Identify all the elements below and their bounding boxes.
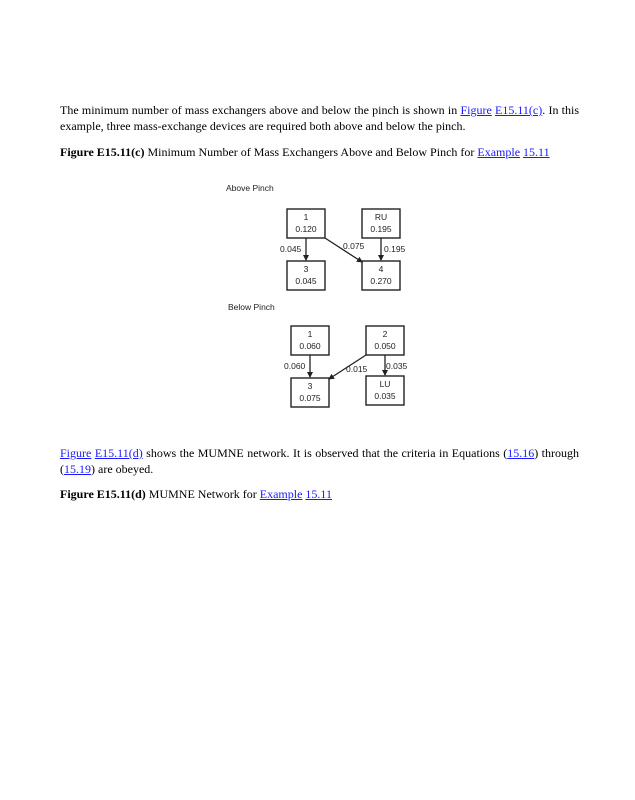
figure-link[interactable]: Figure xyxy=(60,446,92,460)
above-box-ru-id: RU xyxy=(374,212,388,222)
paragraph-text: The minimum number of mass exchangers above and below the pinch is shown in xyxy=(60,103,461,117)
below-box-lu-id: LU xyxy=(379,379,391,389)
above-box-4-value: 0.270 xyxy=(370,276,392,286)
below-box-3-value: 0.075 xyxy=(299,393,321,403)
equation-15-16-link[interactable]: 15.16 xyxy=(507,446,535,460)
below-box-lu-value: 0.035 xyxy=(374,391,396,401)
below-box-2-id: 2 xyxy=(382,329,388,339)
paragraph-text: ) are obeyed. xyxy=(91,462,154,476)
example-link[interactable]: Example xyxy=(259,487,303,501)
above-box-ru-value: 0.195 xyxy=(370,224,392,234)
below-flow-2-lu: 0.035 xyxy=(386,361,408,371)
below-box-1-id: 1 xyxy=(307,329,313,339)
figure-caption-c xyxy=(60,144,550,160)
paragraph-text: shows the MUMNE network. It is observed that the criteria in Equations ( xyxy=(142,446,508,460)
example-number-link[interactable]: 15.11 xyxy=(305,487,332,501)
below-flow-1-3: 0.060 xyxy=(284,361,306,371)
above-box-1-id: 1 xyxy=(303,212,309,222)
caption-label: Figure E15.11(d) xyxy=(60,487,146,501)
mass-exchanger-diagram xyxy=(220,178,420,413)
below-pinch-title: Below Pinch xyxy=(228,302,275,312)
example-number-link[interactable]: 15.11 xyxy=(523,145,550,159)
figure-link[interactable]: Figure xyxy=(460,103,492,117)
paragraph-mumne-network xyxy=(60,445,579,477)
figure-e15-11d-link[interactable]: E15.11(d) xyxy=(94,446,143,460)
below-flow-2-3: 0.015 xyxy=(346,364,368,374)
below-box-3-id: 3 xyxy=(307,381,313,391)
caption-label: Figure E15.11(c) xyxy=(60,145,145,159)
above-box-3-id: 3 xyxy=(303,264,309,274)
above-flow-ru-4: 0.195 xyxy=(384,244,406,254)
above-box-4-id: 4 xyxy=(378,264,384,274)
below-box-1-value: 0.060 xyxy=(299,341,321,351)
equation-15-19-link[interactable]: 15.19 xyxy=(64,462,91,476)
caption-text: Minimum Number of Mass Exchangers Above and Below Pinch for xyxy=(144,145,478,159)
figure-e15-11c-link[interactable]: E15.11(c) xyxy=(495,103,543,117)
paragraph-text: ) through ( xyxy=(60,446,580,476)
below-box-2-value: 0.050 xyxy=(374,341,396,351)
above-pinch-title: Above Pinch xyxy=(226,183,274,193)
paragraph-minimum-exchangers xyxy=(60,102,579,134)
figure-caption-d xyxy=(60,486,332,502)
above-box-1-value: 0.120 xyxy=(295,224,317,234)
above-box-3-value: 0.045 xyxy=(295,276,317,286)
above-flow-1-3: 0.045 xyxy=(280,244,302,254)
paragraph-text: . In this example, three mass-exchange devices are required both above and below the pinch. xyxy=(60,103,580,133)
above-flow-1-4: 0.075 xyxy=(343,241,365,251)
caption-text: MUMNE Network for xyxy=(145,487,260,501)
example-link[interactable]: Example xyxy=(477,145,521,159)
